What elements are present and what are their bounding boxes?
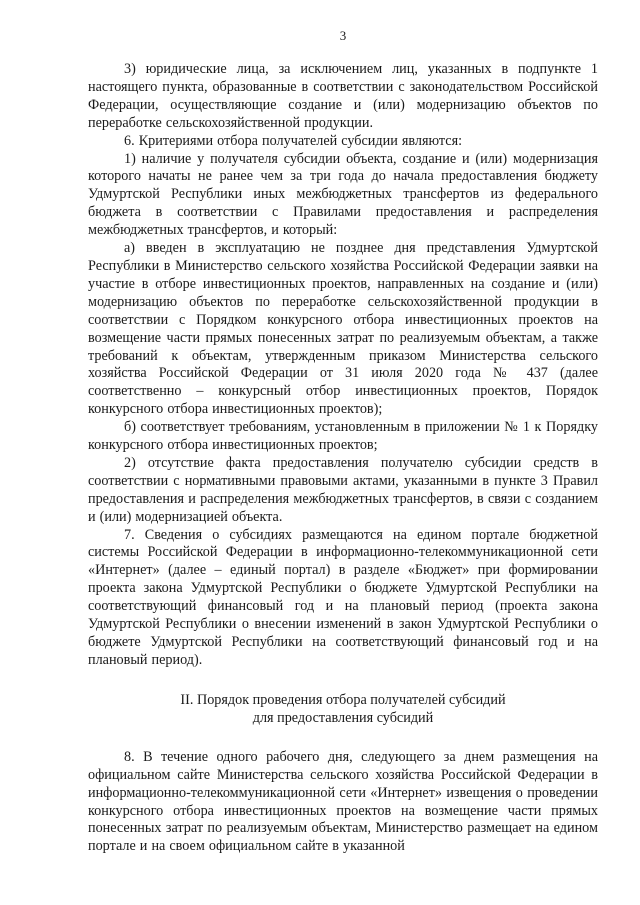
paragraph-criterion-1b: б) соответствует требованиям, установленным в приложении № 1 к Порядку конкурсного отбора инвестиционных проектов; [88, 419, 598, 454]
section-title-line-1: II. Порядок проведения отбора получателей субсидий [180, 691, 506, 708]
page-number: 3 [339, 28, 347, 43]
paragraph-criteria-heading: 6. Критериями отбора получателей субсидии являются: [124, 132, 463, 149]
paragraph-subsidy-info: 7. Сведения о субсидиях размещаются на едином портале бюджетной системы Российской Федерации в информационно-телекоммуникационной сети «Интернет» (далее – единый портал) в разделе «Бюджет» при формировании проекта закона Удмуртской Республики о бюджете Удмуртской Республики на соответствующий финансовый год и на плановый период (проекта закона Удмуртской Республики о внесении изменений в закон Удмуртской Республики о бюджете Удмуртской Республики на соответствующий финансовый год и на плановый период). [88, 526, 598, 668]
paragraph-legal-entities: 3) юридические лица, за исключением лиц, указанных в подпункте 1 настоящего пункта, образованные в соответствии с законодательством Российской Федерации, осуществляющие создание и (или) модернизацию объектов по переработке сельскохозяйственной продукции. [88, 61, 598, 131]
paragraph-criterion-1a: а) введен в эксплуатацию не позднее дня представления Удмуртской Республики в Министерство сельского хозяйства Российской Федерации заявки на участие в отборе инвестиционных проектов, направленных на создание и (или) модернизацию объектов по переработке сельскохозяйственной продукции в соответствии с Порядком конкурсного отбора инвестиционных проектов на возмещение части прямых понесенных затрат по реализуемым объектам, а также требований к объектам, утвержденным приказом Министерства сельского хозяйства Российской Федерации от 31 июля 2020 года № 437 (далее соответственно – конкурсный отбор инвестиционных проектов, Порядок конкурсного отбора инвестиционных проектов); [88, 240, 598, 418]
section-title-line-2: для предоставления субсидий [252, 709, 434, 726]
paragraph-selection-notice: 8. В течение одного рабочего дня, следующего за днем размещения на официальном сайте Министерства сельского хозяйства Российской Федерации в информационно-телекоммуникационной сети «Интернет» извещения о проведении конкурсного отбора инвестиционных проектов на возмещение части прямых понесенных затрат по реализуемым объектам, Министерство размещает на едином портале и на своем официальном сайте в указанной [88, 748, 598, 855]
body-text-before [88, 61, 598, 670]
paragraph-criterion-1: 1) наличие у получателя субсидии объекта, создание и (или) модернизация которого начаты не ранее чем за три года до начала предоставления бюджету Удмуртской Республики иных межбюджетных трансфертов из федерального бюджета в соответствии с Правилами предоставления и распределения межбюджетных трансфертов, и который: [88, 150, 598, 239]
body-text-after [88, 749, 598, 856]
section-title [88, 691, 598, 727]
paragraph-criterion-2: 2) отсутствие факта предоставления получателю субсидии средств в соответствии с нормативными правовыми актами, указанными в пункте 3 Правил предоставления и распределения межбюджетных трансфертов, в связи с созданием и (или) модернизацией объекта. [88, 454, 598, 525]
